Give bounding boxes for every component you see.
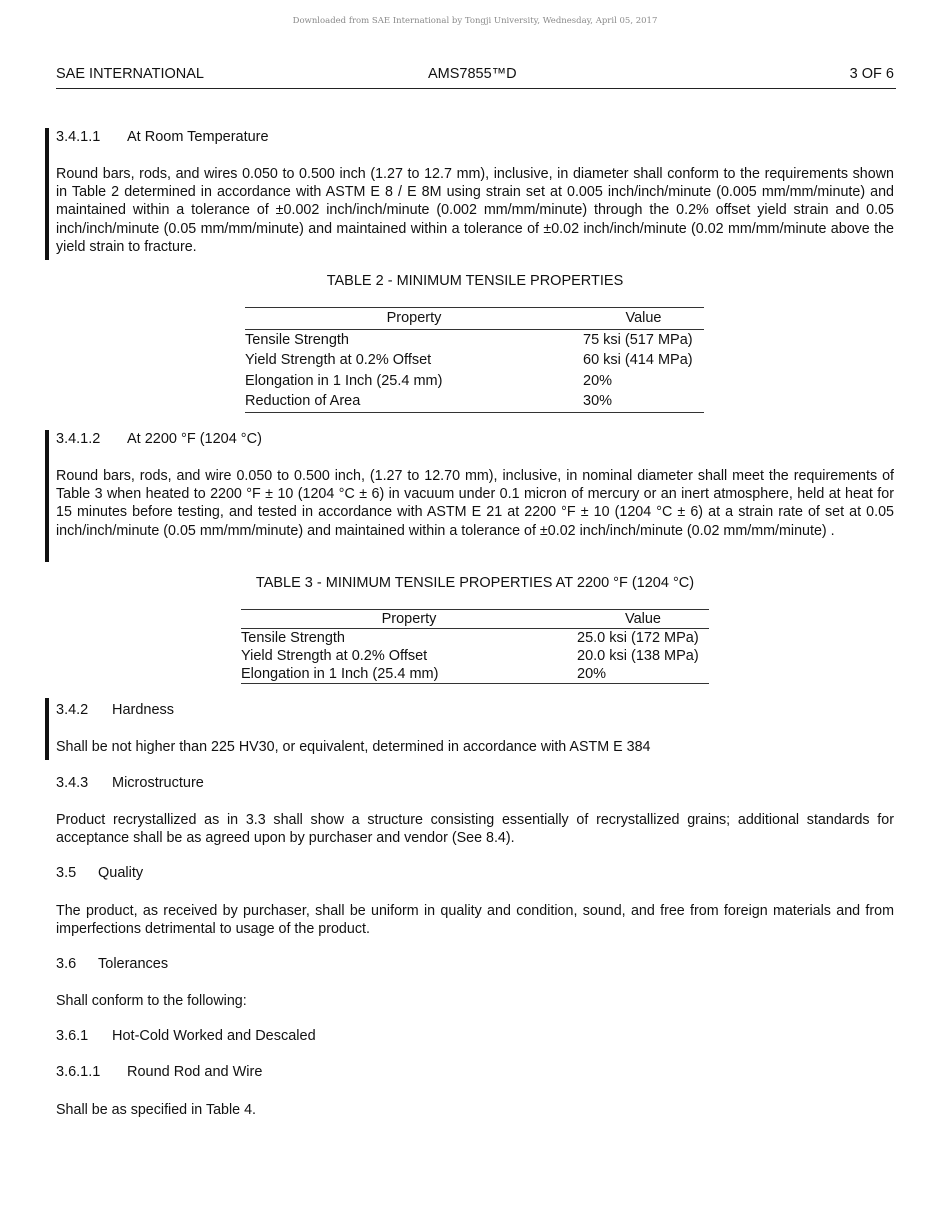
- section-paragraph-3-4-1-2: Round bars, rods, and wire 0.050 to 0.500 inch, (1.27 to 12.70 mm), inclusive, in nominal diameter shall meet the requirements of Table 3 when heated to 2200 °F ± 10 (1204 °C ± 6) in vacuum under 0.1 micron of mercury or an inert atmosphere, held at heat for 15 minutes before testing, and tested in accordance with ASTM E 21 at 2200 °F ± 10 (1204 °C ± 6) at a strain rate of set at 0.05 inch/inch/minute (0.05 mm/mm/minute) and maintained within a tolerance of ±0.02 inch/inch/minute (0.02 mm/mm/minute) .: [56, 468, 894, 539]
- table-row: [241, 665, 709, 684]
- table-cell-property: Yield Strength at 0.2% Offset: [245, 352, 432, 369]
- table-cell-value: 20%: [583, 372, 613, 389]
- table-row: [245, 391, 704, 412]
- table-header-value: Value: [583, 308, 704, 330]
- table-3: [241, 609, 709, 684]
- section-heading-3-6-1-1: [56, 1064, 262, 1080]
- section-number: 3.6.1.1: [56, 1064, 101, 1080]
- table-cell-property: Reduction of Area: [245, 393, 361, 410]
- section-title: Quality: [98, 865, 144, 881]
- table-header-property: Property: [245, 308, 583, 330]
- section-number: 3.5: [56, 865, 77, 881]
- section-heading-3-4-1-2: [56, 431, 262, 447]
- table-row: [245, 329, 704, 350]
- section-paragraph-3-5: The product, as received by purchaser, shall be uniform in quality and condition, sound, and free from foreign materials and from imperfections detrimental to usage of the product.: [56, 903, 894, 938]
- table-row: [245, 371, 704, 392]
- page-header: [56, 66, 896, 89]
- table-cell-value: 20.0 ksi (138 MPa): [577, 648, 699, 664]
- section-number: 3.6.1: [56, 1028, 89, 1044]
- section-paragraph-3-4-3: Product recrystallized as in 3.3 shall show a structure consisting essentially of recrystallized grains; additional standards for acceptance shall be as agreed upon by purchaser and vendor (See 8.4).: [56, 812, 894, 847]
- table-2: [245, 307, 704, 413]
- section-heading-3-4-1-1: [56, 129, 269, 145]
- section-heading-3-6-1: [56, 1028, 316, 1044]
- table-2-caption: TABLE 2 - MINIMUM TENSILE PROPERTIES: [326, 273, 624, 289]
- header-page-number: 3 OF 6: [849, 66, 894, 82]
- table-cell-property: Tensile Strength: [245, 331, 349, 348]
- section-title: At Room Temperature: [127, 129, 269, 145]
- section-title: Hardness: [112, 702, 175, 718]
- section-paragraph-3-4-2: Shall be not higher than 225 HV30, or equivalent, determined in accordance with ASTM E 384: [56, 739, 651, 755]
- header-document-id: AMS7855™D: [428, 66, 517, 82]
- table-row: [241, 647, 709, 665]
- section-paragraph-3-4-1-1: Round bars, rods, and wires 0.050 to 0.500 inch (1.27 to 12.7 mm), inclusive, in diameter shall conform to the requirements shown in Table 2 determined in accordance with ASTM E 8 / E 8M using strain set at 0.005 inch/inch/minute (0.005 mm/mm/minute) and maintained within a tolerance of ±0.002 inch/inch/minute (0.002 mm/mm/minute) through the 0.2% offset yield strain and 0.05 inch/inch/minute (0.05 mm/mm/minute) and maintained within a tolerance of ±0.02 inch/inch/minute (0.02 mm/mm/minute above the yield strain to fracture.: [56, 166, 894, 255]
- revision-bar: [45, 430, 49, 562]
- section-number: 3.4.1.1: [56, 129, 101, 145]
- table-3-caption: TABLE 3 - MINIMUM TENSILE PROPERTIES AT 2200 °F (1204 °C): [255, 575, 695, 591]
- section-heading-3-5: [56, 865, 143, 881]
- section-title: Microstructure: [112, 775, 204, 791]
- revision-bar: [45, 698, 49, 760]
- section-paragraph-3-6-1-1: Shall be as specified in Table 4.: [56, 1102, 257, 1118]
- section-heading-3-4-2: [56, 702, 174, 718]
- revision-bar: [45, 128, 49, 260]
- section-number: 3.6: [56, 956, 77, 972]
- section-title: Round Rod and Wire: [127, 1064, 263, 1080]
- table-row: [245, 350, 704, 371]
- section-paragraph-3-6: Shall conform to the following:: [56, 993, 247, 1009]
- section-title: At 2200 °F (1204 °C): [127, 431, 262, 447]
- table-cell-value: 75 ksi (517 MPa): [583, 331, 693, 348]
- table-cell-value: 30%: [583, 393, 613, 410]
- table-cell-property: Tensile Strength: [241, 630, 345, 646]
- header-organization: SAE INTERNATIONAL: [56, 66, 204, 82]
- section-number: 3.4.3: [56, 775, 89, 791]
- section-title: Tolerances: [98, 956, 169, 972]
- section-number: 3.4.2: [56, 702, 89, 718]
- download-watermark: Downloaded from SAE International by Tongji University, Wednesday, April 05, 2017: [292, 16, 658, 26]
- table-header-property: Property: [241, 610, 577, 629]
- table-cell-value: 60 ksi (414 MPa): [583, 352, 693, 369]
- table-cell-value: 20%: [577, 666, 607, 682]
- table-cell-property: Elongation in 1 Inch (25.4 mm): [245, 372, 443, 389]
- table-header-value: Value: [577, 610, 709, 629]
- table-row: [241, 629, 709, 648]
- table-cell-value: 25.0 ksi (172 MPa): [577, 630, 699, 646]
- section-title: Hot-Cold Worked and Descaled: [112, 1028, 316, 1044]
- section-heading-3-4-3: [56, 775, 204, 791]
- section-heading-3-6: [56, 956, 168, 972]
- table-cell-property: Yield Strength at 0.2% Offset: [241, 648, 428, 664]
- table-cell-property: Elongation in 1 Inch (25.4 mm): [241, 666, 439, 682]
- section-number: 3.4.1.2: [56, 431, 101, 447]
